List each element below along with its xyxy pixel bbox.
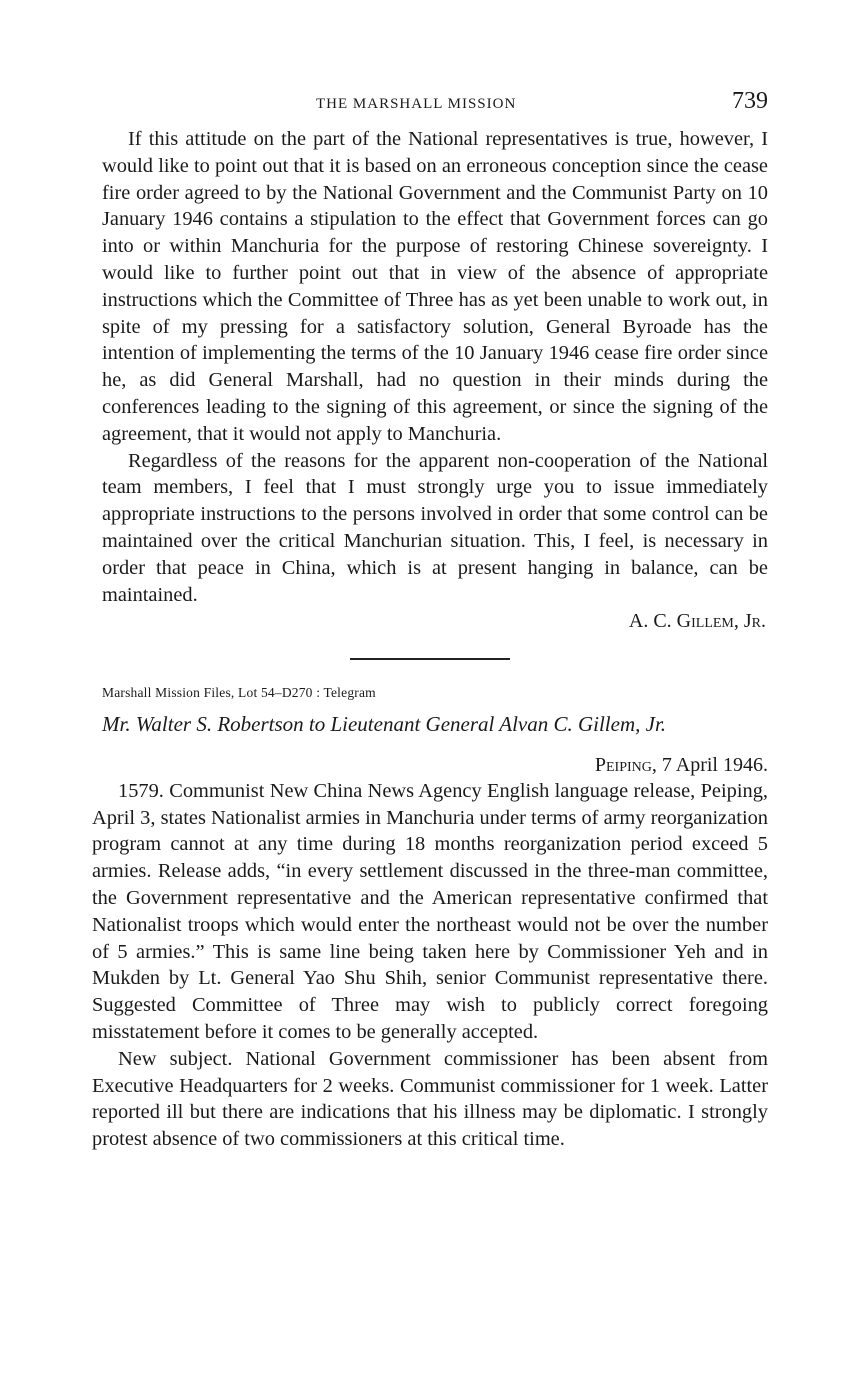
- paragraph: If this attitude on the part of the National representatives is true, however, I would like to point out that it is based on an erroneous conception since the cease fire order agreed to by the National Government and the Communist Party on 10 January 1946 contains a stipulation to the effect that Government forces can go into or within Manchuria for the purpose of restoring Chinese sovereignty. I would like to further point out that in view of the absence of appropriate instructions which the Committee of Three has as yet been unable to work out, in spite of my pressing for a satisfactory solution, General Byroade has the intention of implementing the terms of the 10 January 1946 cease fire order since he, as did General Marshall, had no question in their minds during the conferences leading to the signing of this agreement, or since the signing of the agreement, that it would not apply to Manchuria.: [102, 128, 768, 445]
- paragraph: New subject. National Government commissioner has been absent from Executive Headquarters for 2 weeks. Communist commissioner for 1 week. Latter reported ill but there are indications that his illness may be diplomatic. I strongly protest absence of two commissioners at this critical time.: [92, 1047, 768, 1151]
- dateline-date: 7 April 1946.: [656, 753, 768, 776]
- letter-2: [92, 684, 768, 1153]
- document-page: [92, 90, 768, 1153]
- letter-1: [102, 126, 768, 634]
- page-header: [92, 90, 768, 126]
- dateline-place: Peiping,: [594, 753, 657, 776]
- section-divider: [350, 658, 510, 660]
- paragraph: Regardless of the reasons for the apparent non-cooperation of the National team members, I feel that I must strongly urge you to issue immediately appropriate instructions to the persons involved in order that some control can be maintained over the critical Manchurian situation. This, I feel, is necessary in order that peace in China, which is at present hanging in balance, can be maintained.: [102, 449, 768, 606]
- running-head: THE MARSHALL MISSION: [316, 96, 517, 112]
- document-title: Mr. Walter S. Robertson to Lieutenant General Alvan C. Gillem, Jr.: [102, 711, 667, 736]
- signature: A. C. Gillem, Jr.: [628, 610, 766, 633]
- source-note: Marshall Mission Files, Lot 54–D270 : Telegram: [102, 684, 376, 700]
- paragraph: 1579. Communist New China News Agency English language release, Peiping, April 3, states Nationalist armies in Manchuria under terms of army reorganization program cannot at any time during 18 months reorganization period exceed 5 armies. Release adds, “in every settlement discussed in the three-man committee, the Government representative and the American representative confirmed that Nationalist troops which would enter the northeast would not be over the number of 5 armies.” This is same line being taken here by Commissioner Yeh and in Mukden by Lt. General Yao Shu Shih, senior Communist representative there. Suggested Committee of Three may wish to publicly correct foregoing misstatement before it comes to be generally accepted.: [92, 779, 768, 1044]
- page-number: 739: [732, 88, 768, 114]
- dateline: [92, 752, 768, 778]
